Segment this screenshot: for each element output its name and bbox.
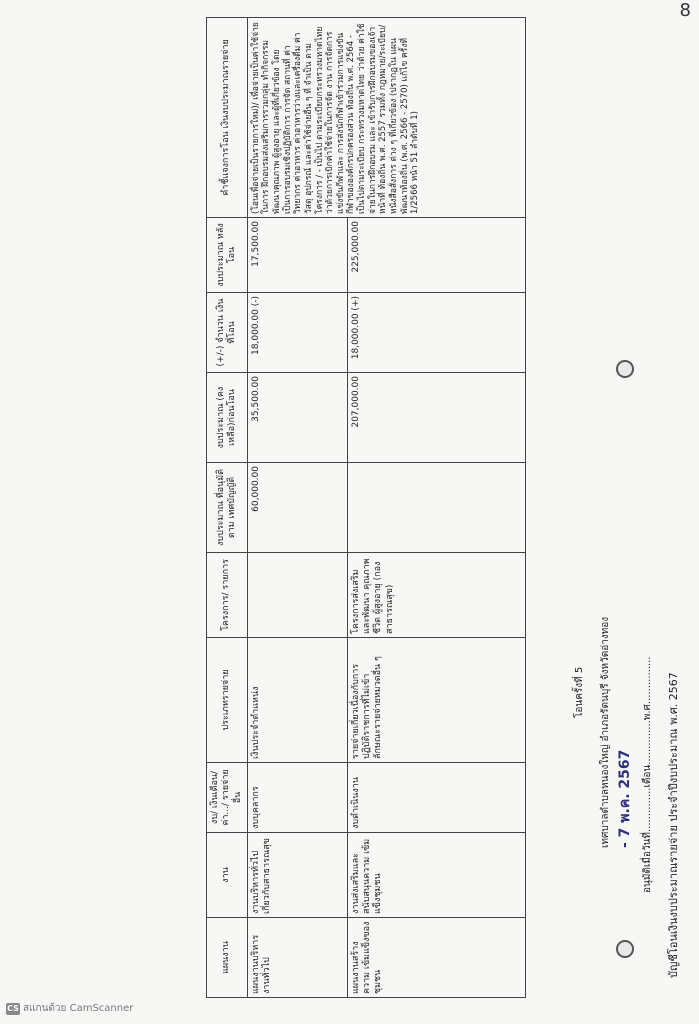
cell-transfer-amount: 18,000.00 (-) <box>247 293 347 373</box>
cell-project <box>247 553 347 638</box>
table-header-row <box>207 18 248 998</box>
table-row <box>247 18 347 998</box>
camscanner-logo-icon: CS <box>7 1003 19 1013</box>
cell-approved-budget: 60,000.00 <box>247 463 347 553</box>
approval-line: อนุมัติเมื่อวันที่..............เดือน..............พ.ศ............... <box>642 656 653 893</box>
header-approved-budget: งบประมาณ ที่อนุมัติตาม เทศบัญญัติ <box>207 463 248 553</box>
cell-budget-before: 207,000.00 <box>347 373 525 463</box>
budget-transfer-document <box>206 18 699 998</box>
cell-remark: (โอนเพื่อจ่ายเป็นรายการใหม่)/ เพื่อจ่ายเป็นค่าใช้จ่ายในการ ฝึกอบรมส่งเสริมการรวมกลุ่ม ทำกิจกรรม พัฒนาคุณภาพ ผู้สูงอายุ และผู้ที่เกี่ยวข้อง โดย เป็นการอบรมเชิงปฏิบัติการ การจัด สถานที่ ค่าวิทยากร ค่าอาหาร ค่าอาหารว่างและเครื่องดื่ม ค่าวัสดุ อุปกรณ์ และค่าใช้จ่ายอื่น ๆ ที่ จำเป็น ตามโครงการ / - เป็นไป ตามระเบียบกระทรวงมหาดไทย ว่าด้วยการเบิกค่าใช้จ่ายในการจัด งาน การจัดการแข่งขันกีฬาและ การส่งนักกีฬาเข้าร่วมการแข่งขัน กีฬาขององค์กรปกครองส่วน ท้องถิ่น พ.ศ. 2564 - เป็นไปตามระเบียบ กระทรวงมหาดไทย ว่าด้วย ค่าใช้จ่ายในการฝึกอบรม และ เข้ารับการฝึกอบรมของเจ้าหน้าที่ ท้องถิ่น พ.ศ. 2557 รวมทั้ง กฎหมาย/ระเบียบ/หนังสือสั่งการ ต่าง ๆ ที่เกี่ยวข้อง (ปรากฏใน แผนพัฒนาท้องถิ่น (พ.ศ. 2566 - 2570) แก้ไข ครั้งที่ 1/2566 หน้า 51 ลำดับที่ 1) <box>247 18 525 218</box>
header-plan: แผนงาน <box>207 918 248 998</box>
cell-plan: แผนงานสร้างความ เข้มแข็งของชุมชน <box>347 918 525 998</box>
document-header <box>528 18 698 998</box>
cell-work: งานส่งเสริมและ สนับสนุนความ เข้มแข็งชุมชน <box>347 833 525 918</box>
header-budget-after: งบประมาณ หลังโอน <box>207 218 248 293</box>
scanner-text: สแกนด้วย CamScanner <box>23 1003 134 1014</box>
transfer-order: โอนครั้งที่ 5 <box>574 666 585 718</box>
document-title: บัญชีโอนเงินงบประมาณรายจ่าย ประจำปีงบประมาณ พ.ศ. 2567 <box>667 672 680 978</box>
header-expense-type: ประเภทรายจ่าย <box>207 638 248 763</box>
page-number: 8 <box>679 0 691 21</box>
scanner-watermark <box>6 1001 133 1016</box>
cell-budget-before: 35,500.00 <box>247 373 347 463</box>
approval-date-stamp: - 7 พ.ค. 2567 <box>617 749 633 848</box>
cell-budget-category: งบดำเนินงาน <box>347 763 525 833</box>
cell-expense-type: รายจ่ายเกี่ยวเนื่องกับการ ปฏิบัติราชการที่ไม่เข้า ลักษณะรายจ่ายหมวดอื่น ๆ <box>347 638 525 763</box>
cell-expense-type: เงินประจำตำแหน่ง <box>247 638 347 763</box>
cell-transfer-amount: 18,000.00 (+) <box>347 293 525 373</box>
header-project: โครงการ/ รายการ <box>207 553 248 638</box>
cell-budget-after: 225,000.00 <box>347 218 525 293</box>
header-remark: คำชี้แจงการโอน เงินงบประมาณรายจ่าย <box>207 18 248 218</box>
header-work: งาน <box>207 833 248 918</box>
organization-name: เทศบาลตำบลหนองใหญ่ อำเภอรัตนบุรี จังหวัดอ่างทอง <box>600 616 611 848</box>
cell-approved-budget <box>347 463 525 553</box>
header-budget-before: งบประมาณ (คงเหลือ)ก่อนโอน <box>207 373 248 463</box>
header-budget-category: งบ/ เงินเดือน/ ค่า.../ รายจ่ายอื่น <box>207 763 248 833</box>
cell-plan: แผนงานบริหารงานทั่วไป <box>247 918 347 998</box>
cell-project: โครงการส่งเสริม และพัฒนา คุณภาพชีวิต ผู้สูงอายุ (กอง สาธารณสุข) <box>347 553 525 638</box>
cell-budget-after: 17,500.00 <box>247 218 347 293</box>
budget-transfer-table <box>206 17 526 998</box>
header-transfer-amount: (+/-) จำนวน เงินที่โอน <box>207 293 248 373</box>
cell-budget-category: งบบุคลากร <box>247 763 347 833</box>
cell-work: งานบริหารทั่วไป เกี่ยวกับสาธารณสุข <box>247 833 347 918</box>
